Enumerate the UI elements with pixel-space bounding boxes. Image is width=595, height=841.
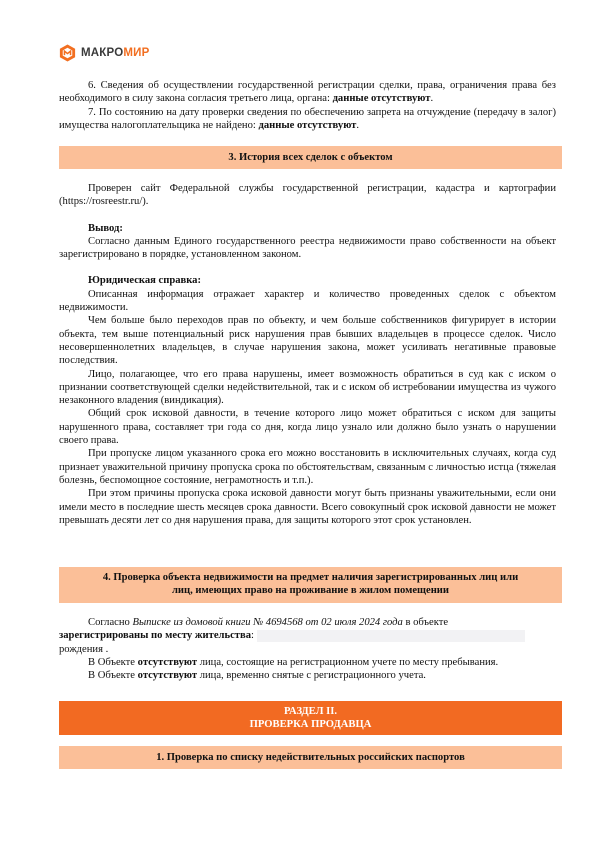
temp-dereg-status: отсутствуют [137,670,198,682]
logo-text-part2: МИР [123,47,150,59]
house-book-reference: Выписке из домовой книги № 4694568 от 02 июля 2024 года [132,617,403,628]
logo-wordmark [81,47,150,59]
section-4-body [59,616,556,682]
item-7-status: данные отсутствуют [258,119,357,131]
section-3-body [59,182,556,527]
section-4-title [59,567,562,603]
registered-colon: : [251,630,254,642]
section-ii-number: РАЗДЕЛ II. [283,706,338,717]
item-7 [59,106,556,133]
legal-note-heading: Юридическая справка: [88,275,201,287]
item-7-end: . [356,119,360,131]
item-6-end: . [430,93,434,105]
section-4-title-line-2: лиц, имеющих право на проживание в жилом помещении [171,585,449,597]
section-3-title: 3. История всех сделок с объектом [59,146,562,169]
temp-reg-end: лица, состоящие на регистрационном учете по месту пребывания. [197,656,499,668]
item-7-text: 7. По состоянию на дату проверки сведения по обеспечению запрета на отчуждение (передачу в залог) имущества налогоплательщика не найдено: [59,106,556,131]
legal-note-paragraph-4: Общий срок исковой давности, в течение которого лицо может обратиться с иском для защиты нарушенного права, составляет три года со дня, когда лицо узнало или должно было узнать о нарушении своего права. [59,408,556,447]
redacted-persons [257,630,525,642]
conclusion-text: Согласно данным Единого государственного реестра недвижимости право собственности на объект зарегистрировано в порядке, установленном законом. [59,235,556,261]
macromir-logo-icon [58,43,77,63]
house-book-start: Согласно [88,617,133,628]
section-ii-header [59,701,562,735]
temp-reg-status: отсутствуют [137,656,198,668]
item-6-status: данные отсутствуют [332,93,431,105]
legal-note-paragraph-5: При пропуске лицом указанного срока его можно восстановить в исключительных случаях, когда суд признает уважительной причину пропуска срока по обстоятельствам, связанным с личностью истца (тяжелая болезнь, беспомощное состояние, неграмотность и т.п.). [59,448,556,486]
rosreestr-check-text: Проверен сайт Федеральной службы государственной регистрации, кадастра и картографии (https://rosreestr.ru/). [59,183,556,208]
section-4-title-line-1: 4. Проверка объекта недвижимости на предмет наличия зарегистрированных лиц или [102,572,519,583]
item-6-text: 6. Сведения об осуществлении государственной регистрации сделки, права, ограничения права без необходимого в силу закона согласия третьего лица, органа: [59,80,556,105]
logo-text-part1: МАКРО [81,47,124,59]
intro-items [59,79,556,132]
conclusion-heading: Вывод: [88,222,123,234]
legal-note-paragraph-6: При этом причины пропуска срока исковой давности могут быть признаны уважительными, если они имели место в последние шесть месяцев срока давности. Всего совокупный срок исковой давности не может превышать десяти лет со дня нарушения права, для защиты которого этот срок установлен. [59,488,556,526]
section-ii-title: ПРОВЕРКА ПРОДАВЦА [249,719,372,730]
registered-persons-line [59,629,556,642]
temp-dereg-start: В Объекте [88,670,138,682]
company-logo [58,43,150,63]
house-book-end: в объекте [402,617,449,628]
house-book-paragraph [59,616,556,629]
temporary-deregistration-paragraph [59,669,556,682]
item-6 [59,79,556,106]
registered-label: зарегистрированы по месту жительства [59,630,252,642]
temp-reg-start: В Объекте [88,656,138,668]
temporary-registration-paragraph [59,656,556,669]
temp-dereg-end: лица, временно снятые с регистрационного учета. [197,670,426,682]
legal-note-paragraph-1: Описанная информация отражает характер и количество проведенных сделок с объектом недвижимости. [59,288,556,314]
legal-note-paragraph-3: Лицо, полагающее, что его права нарушены, имеет возможность обратиться в суд как с иском о признании соответствующей сделки недействительной, так и с иском об истребовании имущества из чужого незаконного владения (виндикация). [59,368,556,407]
passport-check-title: 1. Проверка по списку недействительных российских паспортов [59,746,562,769]
birth-line: рождения . [59,643,109,655]
legal-note-paragraph-2: Чем больше было переходов прав по объекту, и чем больше собственников фигурирует в истории объекта, тем выше потенциальный риск нарушения прав бывших владельцев в процессе сделок. Число несовершеннолетних владельцев, в случае нарушения закона, может усиливать негативные правовые последствия. [59,315,556,367]
